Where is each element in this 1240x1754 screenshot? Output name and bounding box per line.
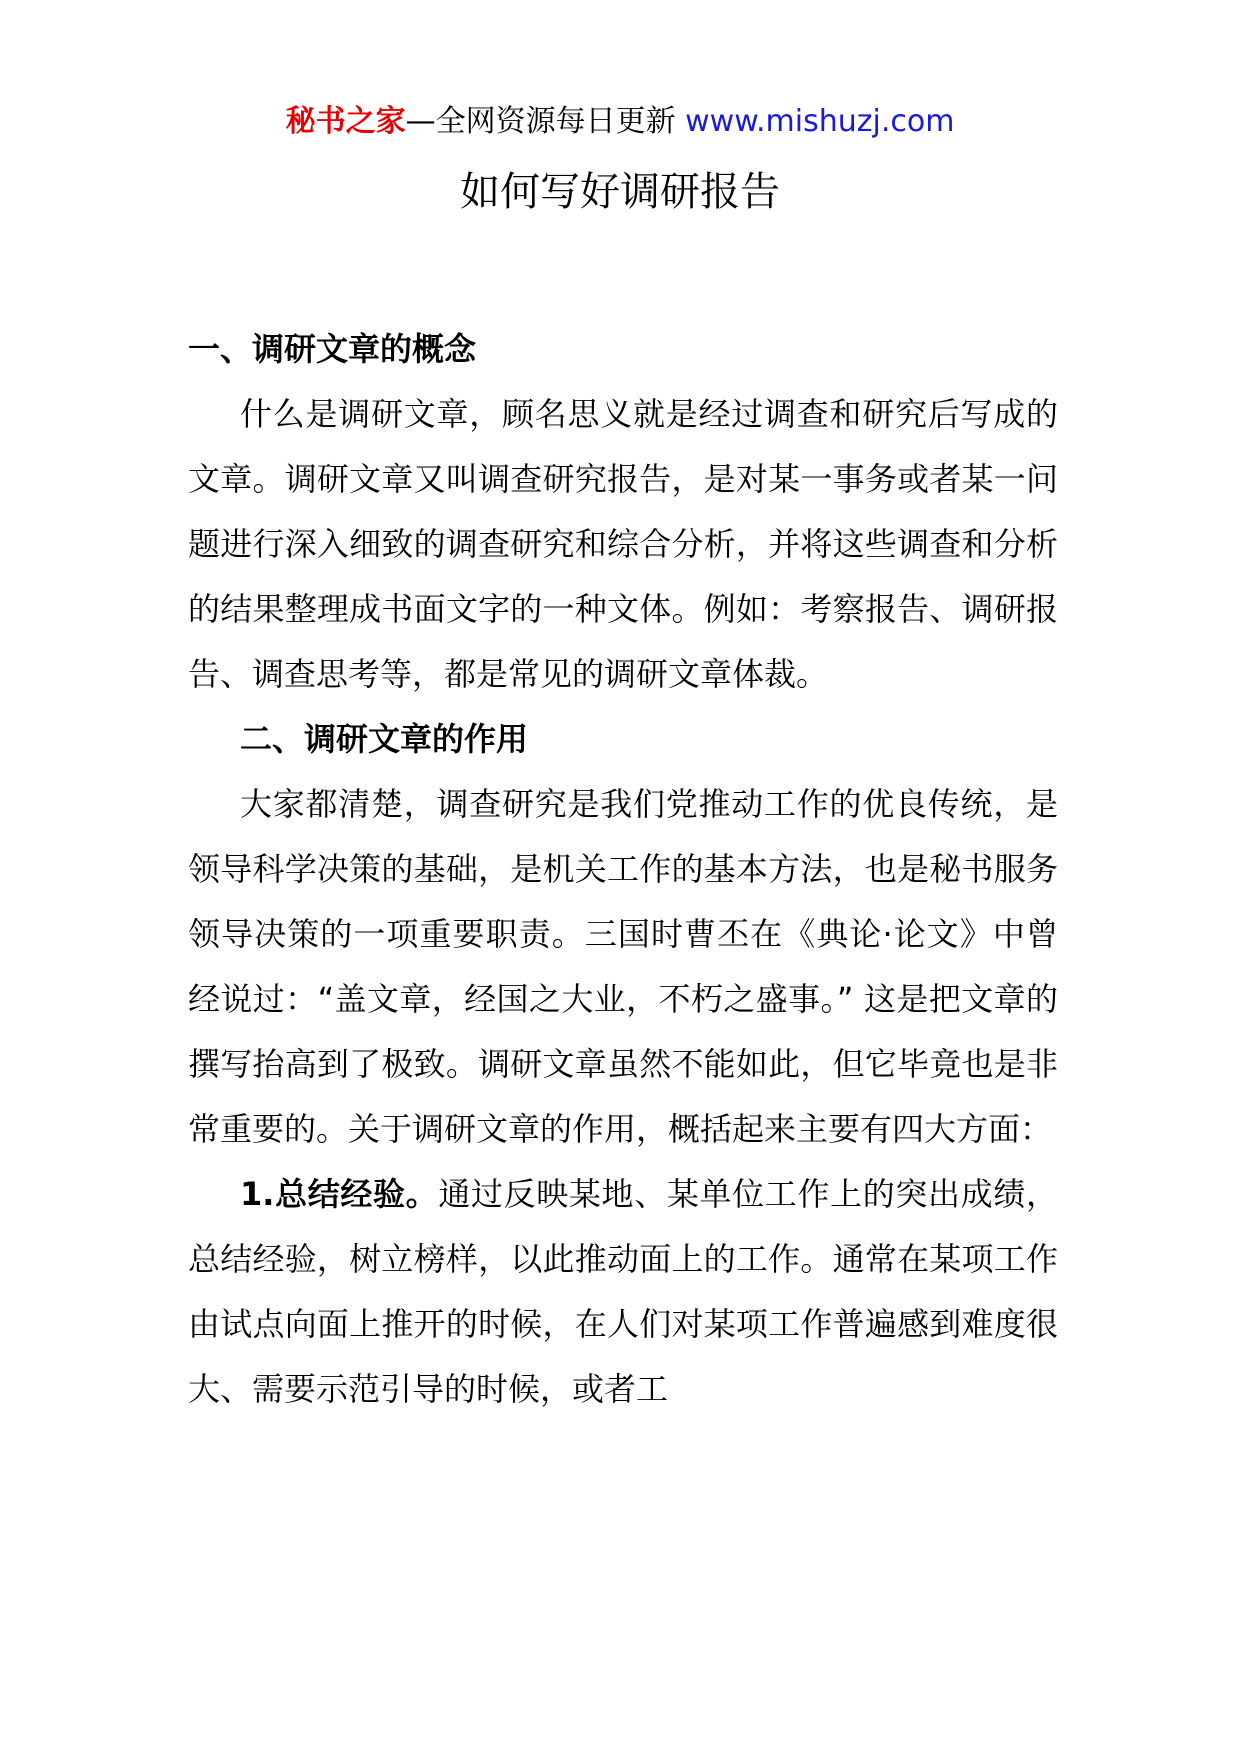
brand-name: 秘书之家 <box>285 104 406 139</box>
paragraph-point-1 <box>188 1162 1058 1422</box>
section-heading-concept: 一、调研文章的概念 <box>188 330 477 368</box>
document-body <box>188 317 1058 1422</box>
section-heading-role: 二、调研文章的作用 <box>240 720 529 758</box>
document-title: 如何写好调研报告 <box>460 169 780 215</box>
paragraph-concept: 什么是调研文章，顾名思义就是经过调查和研究后写成的文章。调研文章又叫调查研究报告，是对某一事务或者某一问题进行深入细致的调查研究和综合分析，并将这些调查和分析的结果整理成书面文字的一种文体。例如：考察报告、调研报告、调查思考等，都是常见的调研文章体裁。 <box>188 395 1058 693</box>
point-1-text: 通过反映某地、某单位工作上的突出成绩，总结经验，树立榜样，以此推动面上的工作。通常在某项工作由试点向面上推开的时候，在人们对某项工作普遍感到难度很大、需要示范引导的时候，或者工 <box>188 1175 1058 1408</box>
point-1-lead: 1.总结经验。 <box>240 1175 439 1213</box>
paragraph-role: 大家都清楚，调查研究是我们党推动工作的优良传统，是领导科学决策的基础，是机关工作的基本方法，也是秘书服务领导决策的一项重要职责。三国时曹丕在《典论·论文》中曾经说过：“盖文章，经国之大业，不朽之盛事。” 这是把文章的撰写抬高到了极致。调研文章虽然不能如此，但它毕竟也是非常重要的。关于调研文章的作用，概括起来主要有四大方面： <box>188 785 1058 1148</box>
watermark-header <box>0 100 1240 144</box>
site-url-link[interactable]: www.mishuzj.com <box>685 104 955 139</box>
header-slogan: —全网资源每日更新 <box>405 104 676 139</box>
